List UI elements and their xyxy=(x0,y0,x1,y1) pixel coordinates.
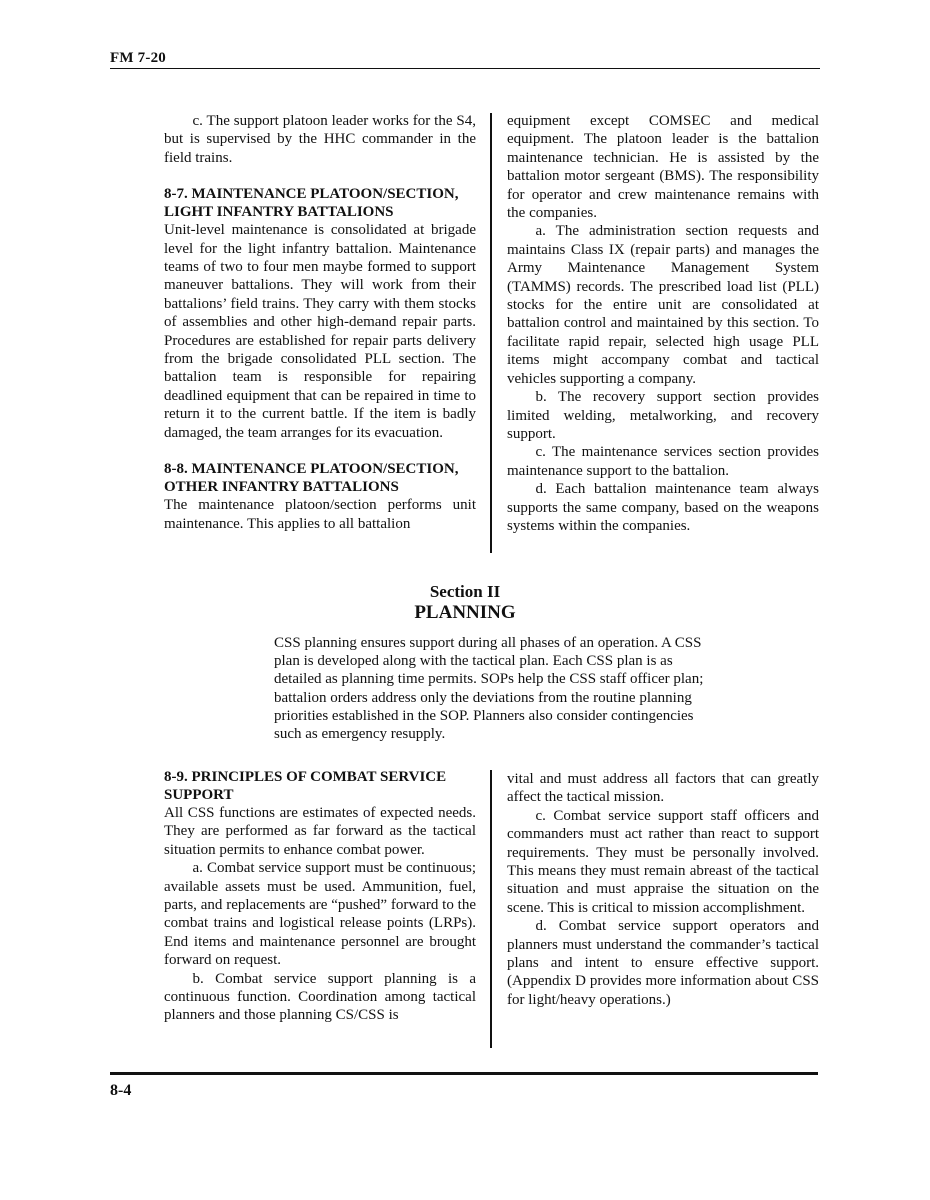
section-heading xyxy=(0,582,930,624)
paragraph-c-support-platoon: c. The support platoon leader works for the S4, but is supervised by the HHC commander in the field trains. xyxy=(164,113,476,166)
section-intro-text: CSS planning ensures support during all phases of an operation. A CSS plan is developed along with the tactical plan. Each CSS plan is as detailed as planning time permits. SOPs help the CSS staff officer plan; battalion orders address only the deviations from the routine planning priorities established in the SOP. Planners also consider contingencies such as emergency resupply. xyxy=(274,635,704,743)
paragraph-b-recovery: b. The recovery support section provides limited welding, metalworking, and recovery support. xyxy=(507,389,819,442)
heading-8-8-line2: OTHER INFANTRY BATTALIONS xyxy=(164,479,399,496)
top-column-separator xyxy=(490,113,492,553)
header-rule xyxy=(110,68,820,69)
heading-8-7 xyxy=(164,185,476,221)
section-number: Section II xyxy=(429,582,501,601)
page-number: 8-4 xyxy=(110,1082,132,1099)
paragraph-d-operators-planners: d. Combat service support operators and planners must understand the commander’s tactical plans and intent to ensure effective support. (Appendix D provides more information about CSS for light/heavy operations.) xyxy=(507,918,819,1008)
top-right-column xyxy=(507,112,819,535)
paragraph-c-staff-officers: c. Combat service support staff officers and commanders must act rather than react to support requirements. They must be personally involved. This means they must remain abreast of the tactical situation and must appraise the situation on the scene. This is critical to mission accomplishment. xyxy=(507,807,819,916)
heading-8-8 xyxy=(164,460,476,496)
heading-8-9-line2: SUPPORT xyxy=(164,787,234,803)
heading-8-7-line1: 8-7. MAINTENANCE PLATOON/SECTION, xyxy=(164,186,459,203)
paragraph-b-planning: b. Combat service support planning is a continuous function. Coordination among tactical planners and those planning CS/CSS is xyxy=(164,970,476,1024)
bottom-right-column xyxy=(507,770,819,1009)
paragraph-d-maintenance-team: d. Each battalion maintenance team always supports the same company, based on the weapons systems within the companies. xyxy=(507,481,819,534)
paragraph-a-continuous: a. Combat service support must be continuous; available assets must be used. Ammunition, fuel, parts, and replacements are “pushed” forward to the combat trains and logistical release points (LRPs). End items and maintenance personnel are brought forward on request. xyxy=(164,860,476,969)
paragraph-8-8-continued: equipment except COMSEC and medical equipment. The platoon leader is the battalion maintenance technician. He is assisted by the battalion motor sergeant (BMS). The responsibility for operator and crew maintenance remains with the companies. xyxy=(507,113,819,222)
bottom-left-column xyxy=(164,768,476,1025)
heading-8-9-line1: 8-9. PRINCIPLES OF COMBAT SERVICE xyxy=(164,769,447,785)
footer-rule xyxy=(110,1072,818,1075)
bottom-column-separator xyxy=(490,770,492,1048)
running-header: FM 7-20 xyxy=(110,50,166,66)
section-intro xyxy=(274,634,716,743)
heading-8-7-line2: LIGHT INFANTRY BATTALIONS xyxy=(164,204,394,221)
paragraph-8-8-body: The maintenance platoon/section performs unit maintenance. This applies to all battalion xyxy=(164,497,476,532)
top-left-column xyxy=(164,112,476,533)
paragraph-a-administration: a. The administration section requests and maintains Class IX (repair parts) and manages the Army Maintenance Management System (TAMMS) records. The prescribed load list (PLL) stocks for the entire unit are consolidated at battalion control and maintained by this section. To facilitate rapid repair, selected high usage PLL items might accompany combat and tactical vehicles supporting a company. xyxy=(507,223,819,387)
section-title: PLANNING xyxy=(414,602,516,623)
paragraph-8-7-body: Unit-level maintenance is consolidated at brigade level for the light infantry battalion. Maintenance teams of two to four men maybe formed to support maneuver battalions. They will work from their battalions’ field trains. They carry with them stocks of assemblies and other high-demand repair parts. Procedures are established for repair parts delivery from the brigade consolidated PLL section. The battalion team is responsible for repairing deadlined equipment that can be repaired in time to return it to the current battle. If the item is badly damaged, the team arranges for its evacuation. xyxy=(164,222,476,441)
heading-8-9 xyxy=(164,768,476,804)
heading-8-8-line1: 8-8. MAINTENANCE PLATOON/SECTION, xyxy=(164,461,459,478)
paragraph-b-continued: vital and must address all factors that can greatly affect the tactical mission. xyxy=(507,771,819,806)
paragraph-8-9-body: All CSS functions are estimates of expected needs. They are performed as far forward as the tactical situation permits to enhance combat power. xyxy=(164,805,476,858)
paragraph-c-maintenance-services: c. The maintenance services section provides maintenance support to the battalion. xyxy=(507,444,819,479)
